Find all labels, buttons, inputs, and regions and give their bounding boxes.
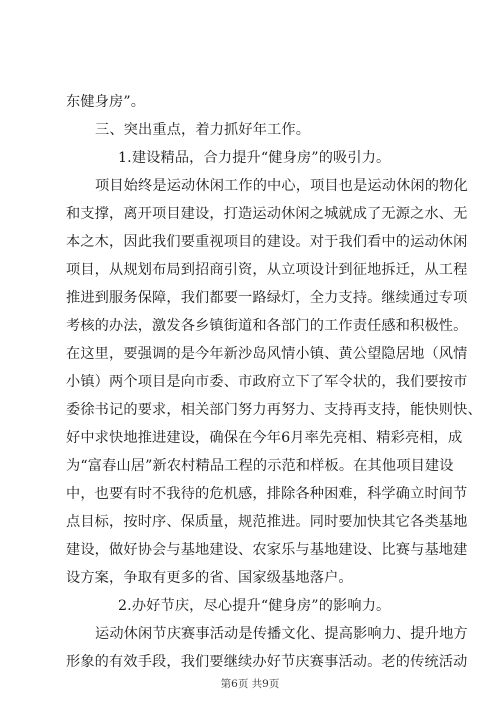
text-line: 形象的有效手段，我们要继续办好节庆赛事活动。老的传统活动 bbox=[66, 654, 468, 670]
text-line: 在这里，要强调的是今年新沙岛风情小镇、黄公望隐居地（风情 bbox=[66, 346, 468, 362]
text-line: 建设，做好协会与基地建设、农家乐与基地建设、比赛与基地建 bbox=[66, 542, 468, 558]
text-line: 项目，从规划布局到招商引资，从立项设计到征地拆迁，从工程 bbox=[66, 262, 468, 278]
text-line: 为“富春山居”新农村精品工程的示范和样板。在其他项目建设 bbox=[66, 458, 454, 474]
text-line: 推进到服务保障，我们都要一路绿灯，全力支持。继续通过专项 bbox=[66, 290, 468, 306]
text-line: 点目标，按时序、保质量，规范推进。同时要加快其它各类基地 bbox=[66, 514, 468, 530]
text-line: 设方案，争取有更多的省、国家级基地落户。 bbox=[66, 570, 353, 586]
text-line: 考核的办法，激发各乡镇街道和各部门的工作责任感和积极性。 bbox=[66, 318, 468, 334]
page-footer: 第6页 共9页 bbox=[220, 678, 280, 690]
text-line: 中，也要有时不我待的危机感，排除各种困难，科学确立时间节 bbox=[66, 486, 468, 502]
text-line: 运动休闲节庆赛事活动是传播文化、提高影响力、提升地方 bbox=[95, 626, 468, 642]
text-line: 委徐书记的要求，相关部门努力再努力、支持再支持，能快则快、 bbox=[66, 402, 482, 418]
text-line: 和支撑，离开项目建设，打造运动休闲之城就成了无源之水、无 bbox=[66, 206, 468, 222]
text-line: 本之木，因此我们要重视项目的建设。对于我们看中的运动休闲 bbox=[66, 234, 468, 250]
subsection-heading: 2.办好节庆，尽心提升“健身房”的影响力。 bbox=[118, 598, 391, 614]
text-line: 东健身房”。 bbox=[66, 94, 146, 110]
subsection-heading: 1.建设精品，合力提升“健身房”的吸引力。 bbox=[118, 150, 391, 166]
text-line: 好中求快地推进建设，确保在今年6月率先亮相、精彩亮相，成 bbox=[66, 430, 463, 446]
text-line: 小镇）两个项目是向市委、市政府立下了军令状的，我们要按市 bbox=[66, 374, 468, 390]
text-line: 项目始终是运动休闲工作的中心，项目也是运动休闲的物化 bbox=[95, 178, 468, 194]
section-heading: 三、突出重点，着力抓好年工作。 bbox=[95, 122, 311, 138]
